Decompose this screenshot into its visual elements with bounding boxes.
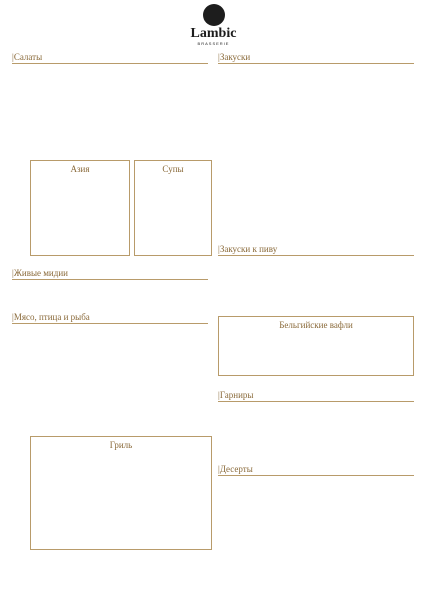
section-title: Бельгийские вафли <box>279 320 353 330</box>
section-asia <box>30 160 130 256</box>
section-title: Азия <box>70 164 90 174</box>
section-sides: |Гарниры <box>218 390 414 404</box>
section-waffles <box>218 316 414 376</box>
section-title: Закуски <box>219 52 251 62</box>
brand-subtitle: BRASSERIE <box>197 41 230 46</box>
section-soups <box>134 160 212 256</box>
section-title: Закуски к пиву <box>219 244 278 254</box>
header <box>0 4 427 46</box>
section-snacks: |Закуски <box>218 52 414 66</box>
section-title: Гриль <box>109 440 133 450</box>
section-desserts: |Десерты <box>218 464 414 478</box>
section-beer-snacks: |Закуски к пиву <box>218 244 414 258</box>
section-title: Супы <box>162 164 184 174</box>
section-title: Салаты <box>13 52 43 62</box>
section-title: Десерты <box>219 464 253 474</box>
section-mussels: |Живые мидии <box>12 268 208 282</box>
section-grill <box>30 436 212 550</box>
section-title: Мясо, птица и рыба <box>13 312 90 322</box>
brand-logo-icon <box>203 4 225 26</box>
section-title: Гарниры <box>219 390 254 400</box>
section-meat: |Мясо, птица и рыба <box>12 312 208 326</box>
brand-name: Lambic <box>190 26 237 41</box>
section-salads: |Салаты <box>12 52 208 66</box>
section-title: Живые мидии <box>13 268 68 278</box>
